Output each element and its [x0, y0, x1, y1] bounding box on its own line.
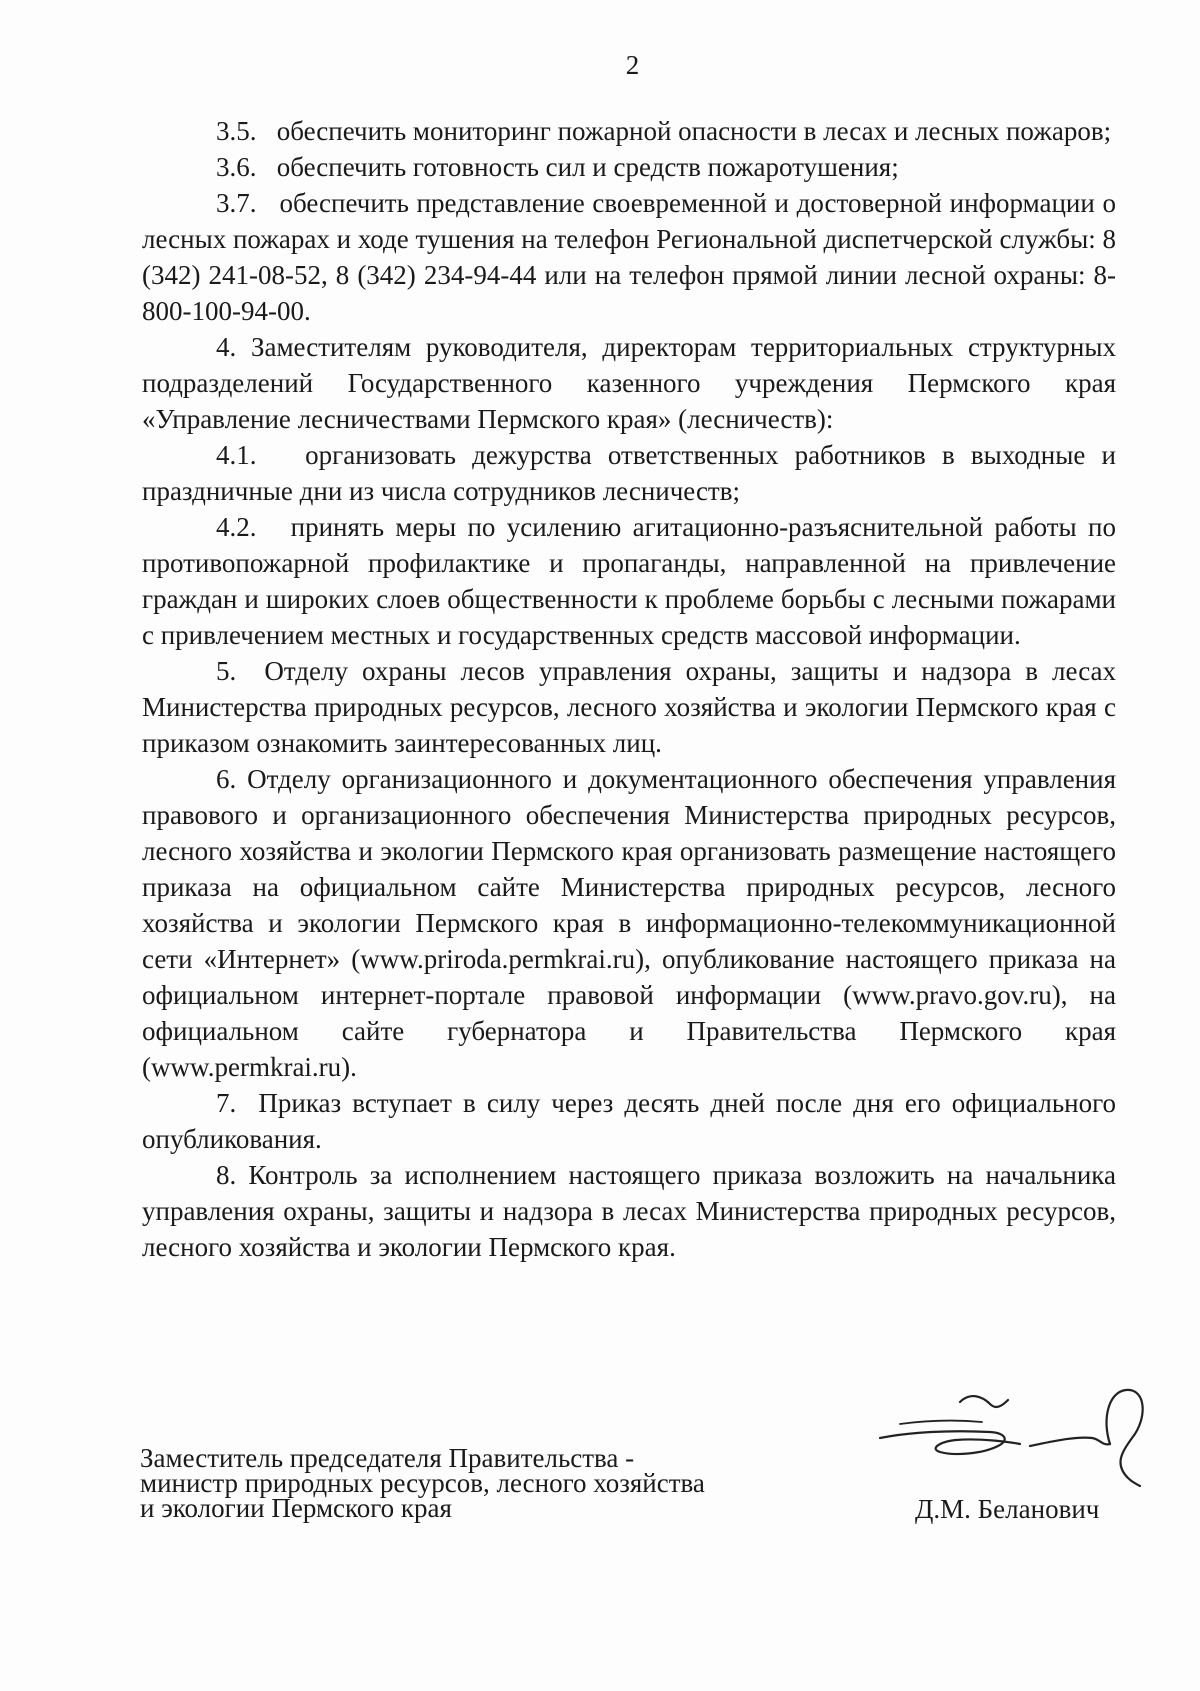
signatory-title-line: и экологии Пермского края [140, 1493, 452, 1523]
signatory-title [140, 1443, 780, 1523]
paragraph-4-2: 4.2. принять меры по усилению агитационно-разъяснительной работы по противопожарной профилактике и пропаганды, направленной на привлечение граждан и широких слоев общественности к проблеме борьбы с лесными пожарами с привлечением местных и государственных средств массовой информации. [142, 512, 1116, 650]
paragraph-3-6: 3.6. обеспечить готовность сил и средств пожаротушения; [216, 152, 899, 182]
signatory-name: Д.М. Беланович [915, 1494, 1100, 1524]
paragraph-4-1: 4.1. организовать дежурства ответственных работников в выходные и праздничные дни из числа сотрудников лесничеств; [142, 440, 1116, 506]
page-number: 2 [625, 50, 640, 80]
handwritten-signature [870, 1380, 1170, 1500]
paragraph-5: 5. Отделу охраны лесов управления охраны, защиты и надзора в лесах Министерства природных ресурсов, лесного хозяйства и экологии Пермского края с приказом ознакомить заинтересованных лиц. [142, 656, 1116, 758]
signatory-title-line: Заместитель председателя Правительства - [140, 1443, 635, 1473]
document-body [142, 113, 1116, 1265]
paragraph-4: 4. Заместителям руководителя, директорам территориальных структурных подразделений Государственного казенного учреждения Пермского края «Управление лесничествами Пермского края» (лесничеств): [142, 332, 1116, 434]
paragraph-3-5: 3.5. обеспечить мониторинг пожарной опасности в лесах и лесных пожаров; [216, 116, 1112, 146]
paragraph-6: 6. Отделу организационного и документационного обеспечения управления правового и организационного обеспечения Министерства природных ресурсов, лесного хозяйства и экологии Пермского края организовать размещение настоящего приказа на официальном сайте Министерства природных ресурсов, лесного хозяйства и экологии Пермского края в информационно-телекоммуникационной сети «Интернет» (www.priroda.permkrai.ru), опубликование настоящего приказа на официальном интернет-портале правовой информации (www.pravo.gov.ru), на официальном сайте губернатора и Правительства Пермского края (www.permkrai.ru). [142, 764, 1116, 1082]
signatory-title-line: министр природных ресурсов, лесного хозяйства [140, 1468, 705, 1498]
paragraph-3-7: 3.7. обеспечить представление своевременной и достоверной информации о лесных пожарах и ходе тушения на телефон Региональной диспетчерской службы: 8 (342) 241-08-52, 8 (342) 234-94-44 или на телефон прямой линии лесной охраны: 8-800-100-94-00. [142, 188, 1116, 326]
paragraph-8: 8. Контроль за исполнением настоящего приказа возложить на начальника управления охраны, защиты и надзора в лесах Министерства природных ресурсов, лесного хозяйства и экологии Пермского края. [142, 1160, 1116, 1262]
paragraph-7: 7. Приказ вступает в силу через десять дней после дня его официального опубликования. [142, 1088, 1116, 1154]
